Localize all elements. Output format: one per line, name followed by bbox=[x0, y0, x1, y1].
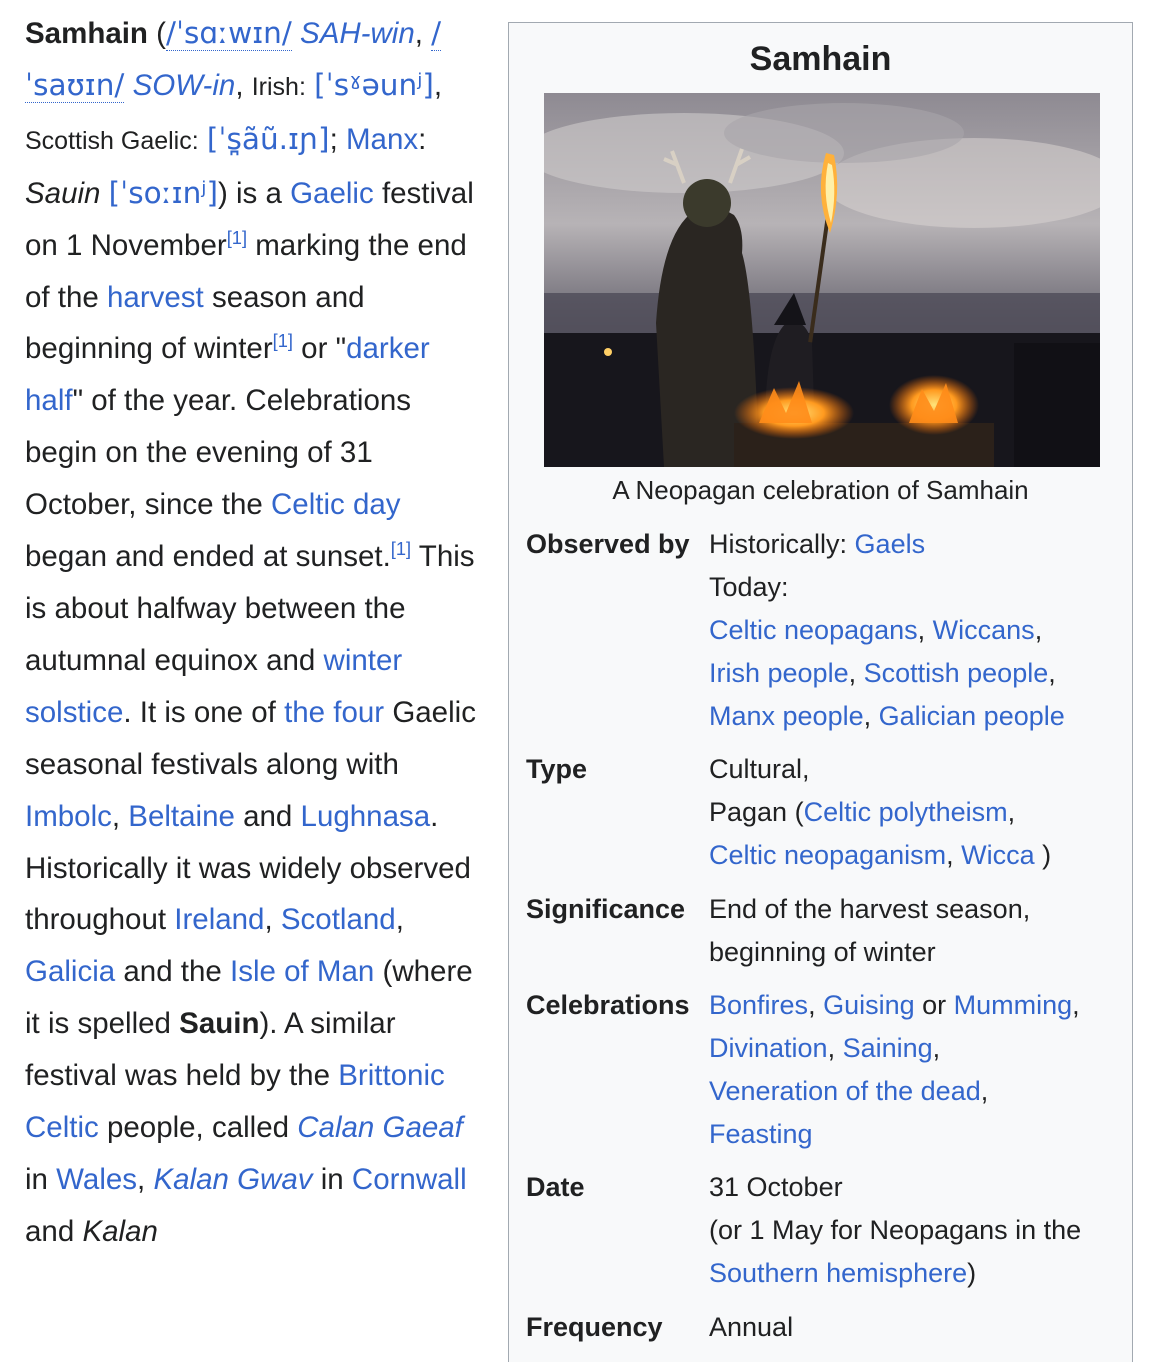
row-date bbox=[526, 1166, 1126, 1296]
kalan-tail: Kalan bbox=[82, 1214, 158, 1248]
frequency-value: Annual bbox=[709, 1312, 794, 1342]
respelling-link-2[interactable]: SOW-in bbox=[132, 68, 236, 102]
text-similar: ). A similar festival was held by the bbox=[25, 1007, 396, 1093]
type-label: Type bbox=[526, 754, 588, 784]
date-label: Date bbox=[526, 1172, 585, 1202]
text-and-the: and the bbox=[123, 955, 222, 989]
observed-by-value: Historically: Gaels Today: Celtic neopagans, Wiccans, Irish people, Scottish people, Manx people, Galician people bbox=[709, 523, 1119, 738]
scottish-ipa-link[interactable]: [ˈs̪ãũ.ɪɲ] bbox=[206, 121, 330, 156]
manx-word: Sauin bbox=[25, 176, 101, 210]
row-significance bbox=[526, 888, 1126, 978]
text-people-called: people, called bbox=[106, 1111, 290, 1145]
lead-paragraph: Samhain (/ˈsɑːwɪn/ SAH-win, /ˈsaʊɪn/ SOW-in, Irish: [ˈsˠəunʲ], Scottish Gaelic: [ˈs̪ãũ.ɪɲ]; Manx: Sauin [ˈsoːɪnʲ]) is a Gaelic festival on 1 November[1] marking the end of the harvest season and beginning of winter[1] or "darker half" of the year. Celebrations begin on the evening of 31 October, since the Celtic day began and ended at sunset.[1] This is about halfway between the autumnal equinox and winter solstice. It is one of the four Gaelic seasonal festivals along with Imbolc, Beltaine and Lughnasa. Historically it was widely observed throughout Ireland, Scotland, Galicia and the Isle of Man (where it is spelled Sauin). A similar festival was held by the Brittonic Celtic people, called Calan Gaeaf in Wales, Kalan Gwav in Cornwall and Kalan bbox=[25, 16, 476, 1248]
irish-label: Irish: bbox=[251, 72, 306, 101]
celtic-polytheism-link[interactable]: Celtic polytheism bbox=[803, 797, 1008, 827]
date-value bbox=[709, 1166, 1119, 1295]
text-and-1: and bbox=[243, 799, 293, 833]
sauin-bold: Sauin bbox=[179, 1007, 260, 1041]
wiccans-link[interactable]: Wiccans bbox=[932, 615, 1035, 645]
harvest-link[interactable]: harvest bbox=[107, 280, 204, 314]
text-and-2: and bbox=[25, 1214, 75, 1248]
manx-link[interactable]: Manx bbox=[345, 122, 419, 156]
scottish-gaelic-label: Scottish Gaelic: bbox=[25, 126, 199, 155]
infobox-title: Samhain bbox=[749, 40, 892, 78]
text-gaelic-seasonal: Gaelic seasonal festivals along with bbox=[25, 695, 476, 781]
article-body bbox=[25, 8, 485, 1258]
significance-line-1: End of the harvest season, bbox=[709, 894, 1031, 924]
text-marking: marking the end of the bbox=[25, 228, 467, 314]
text-in-1: in bbox=[25, 1162, 48, 1196]
text-this-is: This is about halfway between the autumnal equinox and bbox=[25, 540, 475, 677]
isle-of-man-link[interactable]: Isle of Man bbox=[230, 955, 375, 989]
cultural-text: Cultural, bbox=[709, 754, 810, 784]
celebrations-value: Bonfires, Guising or Mumming, Divination, Saining, Veneration of the dead, Feasting bbox=[709, 990, 1080, 1149]
manx-ipa-link[interactable]: [ˈsoːɪnʲ] bbox=[108, 175, 218, 210]
ipa-link-2[interactable]: /ˈsaʊɪn/ bbox=[25, 16, 442, 102]
significance-value bbox=[709, 888, 1119, 974]
article-title: Samhain bbox=[25, 17, 148, 50]
text-began: began and ended at sunset. bbox=[25, 540, 391, 574]
celtic-neopagans-link[interactable]: Celtic neopagans bbox=[709, 615, 918, 645]
celebration-image[interactable] bbox=[544, 93, 1100, 467]
date-line-1: 31 October bbox=[709, 1172, 843, 1202]
ireland-link[interactable]: Ireland bbox=[174, 903, 265, 937]
infobox bbox=[508, 22, 1133, 1362]
celtic-day-link[interactable]: Celtic day bbox=[270, 488, 401, 522]
row-type bbox=[526, 748, 1126, 878]
wales-link[interactable]: Wales bbox=[56, 1162, 138, 1196]
gaelic-link[interactable]: Gaelic bbox=[290, 176, 374, 210]
ref-1-c[interactable]: [1] bbox=[390, 538, 412, 560]
bonfires-link[interactable]: Bonfires bbox=[709, 990, 809, 1020]
image-caption: A Neopagan celebration of Samhain bbox=[612, 475, 1029, 505]
today-text: Today: bbox=[709, 572, 789, 602]
cornwall-link[interactable]: Cornwall bbox=[351, 1162, 467, 1196]
scotland-link[interactable]: Scotland bbox=[280, 903, 396, 937]
lughnasa-link[interactable]: Lughnasa bbox=[300, 799, 431, 833]
observed-by-label: Observed by bbox=[526, 529, 690, 559]
imbolc-link[interactable]: Imbolc bbox=[25, 799, 112, 833]
date-line-2: (or 1 May for Neopagans in the bbox=[709, 1215, 1082, 1245]
text-season: season and beginning of winter bbox=[25, 280, 365, 366]
feasting-link[interactable]: Feasting bbox=[709, 1119, 813, 1149]
veneration-link[interactable]: Veneration of the dead bbox=[709, 1076, 981, 1106]
celebrations-label: Celebrations bbox=[526, 990, 690, 1020]
kalan-gwav-link[interactable]: Kalan Gwav bbox=[153, 1162, 313, 1196]
manx-people-link[interactable]: Manx people bbox=[709, 701, 864, 731]
row-frequency bbox=[526, 1306, 1126, 1351]
wicca-link[interactable]: Wicca bbox=[961, 840, 1035, 870]
calan-gaeaf-link[interactable]: Calan Gaeaf bbox=[297, 1111, 463, 1145]
brittonic-celtic-link[interactable]: Brittonic Celtic bbox=[25, 1059, 445, 1145]
text-one-of: . It is one of bbox=[123, 695, 276, 729]
text-or: or " bbox=[301, 332, 347, 366]
gaels-link[interactable]: Gaels bbox=[854, 529, 926, 559]
text-festival: festival on 1 November bbox=[25, 176, 474, 262]
celtic-neopaganism-link[interactable]: Celtic neopaganism bbox=[709, 840, 947, 870]
saining-link[interactable]: Saining bbox=[842, 1033, 933, 1063]
winter-solstice-link[interactable]: winter solstice bbox=[25, 643, 403, 729]
or-text: or bbox=[914, 990, 954, 1020]
southern-hemisphere-link[interactable]: Southern hemisphere bbox=[709, 1258, 968, 1288]
the-four-link[interactable]: the four bbox=[284, 695, 385, 729]
historically-text: Historically: bbox=[709, 529, 848, 559]
scottish-people-link[interactable]: Scottish people bbox=[863, 658, 1049, 688]
date-close-paren: ) bbox=[967, 1258, 977, 1288]
text-where: (where it is spelled bbox=[25, 955, 473, 1041]
ref-1-b[interactable]: [1] bbox=[272, 330, 293, 352]
galician-people-link[interactable]: Galician people bbox=[878, 701, 1065, 731]
mumming-link[interactable]: Mumming bbox=[953, 990, 1073, 1020]
guising-link[interactable]: Guising bbox=[823, 990, 915, 1020]
text-in-2: in bbox=[320, 1162, 344, 1196]
irish-people-link[interactable]: Irish people bbox=[709, 658, 849, 688]
significance-label: Significance bbox=[526, 894, 686, 924]
respelling-link-1[interactable]: SAH-win bbox=[300, 17, 415, 50]
text-historically: . Historically it was widely observed throughout bbox=[25, 799, 471, 937]
divination-link[interactable]: Divination bbox=[709, 1033, 828, 1063]
darker-half-link[interactable]: darker half bbox=[25, 332, 430, 418]
ipa-link-1[interactable]: /ˈsɑːwɪn/ bbox=[166, 16, 292, 50]
pagan-text: Pagan ( bbox=[709, 797, 804, 827]
text-is-a: ) is a bbox=[217, 176, 282, 210]
text-of-year: " of the year. Celebrations begin on the evening of 31 October, since the bbox=[25, 384, 412, 522]
irish-ipa-link[interactable]: [ˈsˠəunʲ] bbox=[314, 67, 434, 102]
frequency-label: Frequency bbox=[526, 1312, 663, 1342]
type-close-paren: ) bbox=[1034, 840, 1052, 870]
ref-1-a[interactable]: [1] bbox=[226, 226, 248, 248]
galicia-link[interactable]: Galicia bbox=[25, 955, 116, 989]
beltaine-link[interactable]: Beltaine bbox=[128, 799, 235, 833]
celebration-photo-graphic bbox=[544, 93, 1100, 467]
type-value: Cultural, Pagan (Celtic polytheism, Celtic neopaganism, Wicca ) bbox=[709, 748, 1119, 877]
row-celebrations bbox=[526, 984, 1126, 1159]
row-observed-by bbox=[526, 523, 1126, 733]
significance-line-2: beginning of winter bbox=[709, 937, 936, 967]
